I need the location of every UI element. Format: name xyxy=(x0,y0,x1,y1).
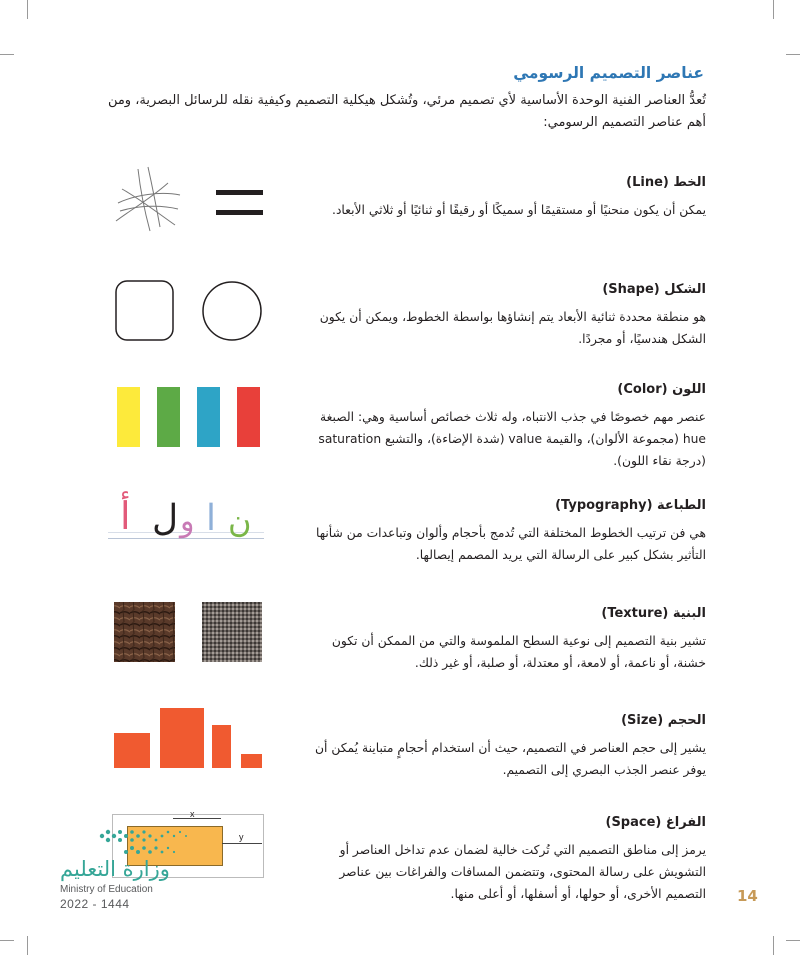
intro-paragraph: تُعدُّ العناصر الفنية الوحدة الأساسية لأي تصميم مرئي، وتُشكل هيكلية التصميم وكيفية نقله للرسائل البصرية، ومن أهم عناصر التصميم الرسومي: xyxy=(107,93,706,130)
section-body: يشير إلى حجم العناصر في التصميم، حيث أن استخدام أحجامٍ متباينة يُمكن أن يوفر عنصر الجذب البصري إلى التصميم. xyxy=(315,741,706,777)
section-space xyxy=(306,815,706,905)
section-body: يمكن أن يكون منحنيًا أو مستقيمًا أو سميكًا أو رقيقًا أو ثنائيًا أو ثلاثي الأبعاد. xyxy=(332,203,706,217)
shape-illustration xyxy=(110,278,270,344)
edition-year: 2022 - 1444 xyxy=(60,897,130,911)
section-body: هي فن ترتيب الخطوط المختلفة التي تُدمج بأحجام وألوان وتباعدات من شأنها التأثير بشكل كبير على الرسالة التي يريد المصمم إيصالها. xyxy=(315,526,706,562)
typography-illustration xyxy=(108,490,268,556)
color-bar-red xyxy=(237,387,260,447)
section-heading: البنية (Texture) xyxy=(601,606,706,621)
section-body: هو منطقة محددة ثنائية الأبعاد يتم إنشاؤها بواسطة الخطوط، ويمكن أن يكون الشكل هندسيًا، أو مجردًا. xyxy=(319,310,706,346)
section-heading: الطباعة (Typography) xyxy=(555,498,706,513)
typography-letter: أ xyxy=(120,494,131,538)
section-texture xyxy=(306,606,706,674)
line-illustration xyxy=(110,165,270,240)
crop-mark xyxy=(786,940,800,941)
page-number: 14 xyxy=(737,887,758,905)
ministry-name-arabic: وزارة التعليم xyxy=(60,857,170,881)
crop-mark xyxy=(27,0,28,19)
color-illustration xyxy=(110,384,270,450)
section-size xyxy=(306,713,706,781)
size-illustration xyxy=(110,704,270,770)
section-heading: الشكل (Shape) xyxy=(602,282,706,297)
page-title: عناصر التصميم الرسومي xyxy=(513,64,704,82)
section-heading: الخط (Line) xyxy=(626,175,706,190)
section-line xyxy=(306,175,706,221)
crop-mark xyxy=(0,940,14,941)
section-heading: اللون (Color) xyxy=(617,382,706,397)
typography-letter: ل xyxy=(152,498,179,539)
space-label-y: y xyxy=(239,832,244,842)
section-heading: الفراغ (Space) xyxy=(605,815,706,830)
color-bar-blue xyxy=(197,387,220,447)
texture-bark-swatch xyxy=(114,602,175,662)
ministry-name-english: Ministry of Education xyxy=(60,884,153,895)
crop-mark xyxy=(0,54,14,55)
section-typography xyxy=(306,498,706,566)
section-color xyxy=(306,382,706,472)
section-heading: الحجم (Size) xyxy=(621,713,706,728)
texture-linen-swatch xyxy=(202,602,262,662)
crop-mark xyxy=(786,54,800,55)
section-body: يرمز إلى مناطق التصميم التي تُركت خالية لضمان عدم تداخل العناصر أو التشويش على رسالة المحتوى، وتتضمن المسافات والفراغات بين عناصر التصميم الأخرى، أو حولها، أو أسفلها، أو أعلى منها. xyxy=(339,843,706,901)
texture-illustration xyxy=(110,598,270,664)
typography-letter: ن xyxy=(228,502,252,540)
color-bar-yellow xyxy=(117,387,140,447)
typography-letter: ا xyxy=(206,498,217,539)
space-label-x: x xyxy=(190,809,195,819)
section-body: عنصر مهم خصوصًا في جذب الانتباه، وله ثلاث خصائص أساسية وهي: الصبغة hue (مجموعة الألوان)، والقيمة value (شدة الإضاءة)، والتشبع saturation (درجة نقاء اللون). xyxy=(318,410,706,468)
typography-letter: و xyxy=(180,504,195,539)
crop-mark xyxy=(773,936,774,955)
section-shape xyxy=(306,282,706,350)
section-body: تشير بنية التصميم إلى نوعية السطح الملموسة والتي من الممكن أن تكون خشنة، أو ناعمة، أو لامعة، أو معتدلة، أو صلبة، أو غير ذلك. xyxy=(331,634,706,670)
crop-mark xyxy=(27,936,28,955)
crop-mark xyxy=(773,0,774,19)
color-bar-green xyxy=(157,387,180,447)
